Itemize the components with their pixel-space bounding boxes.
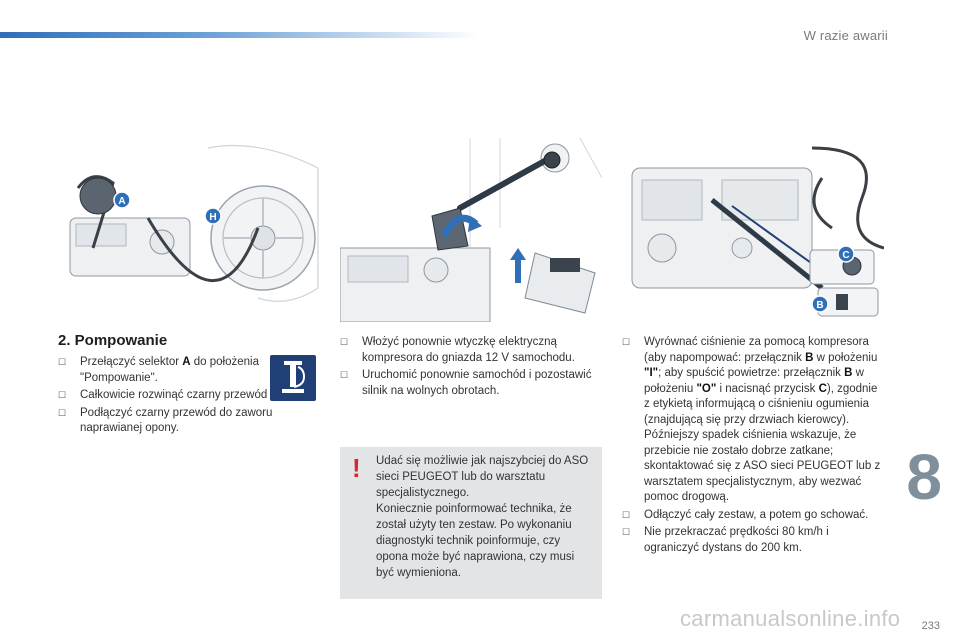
list-item [340,335,602,366]
step-text: Odłączyć cały zestaw, a potem go schować. [644,508,869,521]
position-label: "O" [696,382,717,395]
checkbox-icon: ☐ [622,527,631,537]
list-item [622,508,882,524]
step-text: Nie przekraczać prędkości 80 km/h i ograniczyć dystans do 200 km. [644,526,829,554]
checkbox-icon: ☐ [58,390,67,400]
callout-h-label: H [209,212,217,223]
step-text: do położenia "Pompowanie". [80,356,259,384]
step-text: w położeniu [813,351,878,364]
illustration-pressure-adjust [622,138,884,322]
callout-c-label: C [842,250,850,261]
inflation-steps-column-3 [622,335,882,558]
warning-box [340,447,602,599]
warning-icon: ! [352,453,361,483]
checkbox-icon: ☐ [340,337,349,347]
pressure-adjust-drawing [622,138,884,322]
warning-text [376,453,594,581]
step-text: ; aby spuścić powietrze: przełącznik [658,367,845,379]
chapter-title: W razie awarii [803,28,888,43]
selector-label: A [182,356,191,368]
step-text: w położeniu [644,367,864,395]
checkbox-icon: ☐ [340,370,349,380]
header-accent-bar [0,32,480,38]
step-text: Uruchomić ponownie samochód i pozostawić silnik na wolnych obrotach. [362,369,592,397]
checkbox-icon: ☐ [622,337,631,347]
warning-paragraph: Udać się możliwie jak najszybciej do ASO sieci PEUGEOT lub do warsztatu specjalistycznego. [376,455,589,499]
inflation-steps-column-2 [340,335,602,401]
illustration-plug-start [340,138,602,322]
switch-label: B [805,351,814,364]
warning-paragraph: Koniecznie poinformować technika, że został użyty ten zestaw. Po wykonaniu diagnostyki technik poinformuje, czy opona może być naprawiona, czy musi być wymieniona. [376,503,575,579]
callout-b-label: B [816,300,824,311]
chapter-number: 8 [906,441,942,513]
checkbox-icon: ☐ [58,407,67,418]
footer-watermark: carmanualsonline.info [680,606,901,631]
tyre-pump-icon [270,355,316,401]
list-item [622,525,882,556]
list-item [58,388,290,404]
inflation-steps-column-1 [58,355,290,439]
list-item [58,355,290,386]
step-text: ), zgodnie z etykietą informującą o ciśnieniu ogumienia (znajdującą się przy drzwiach kierowcy). Późniejszy spadek ciśnienia wskazuje, że przebicie nie zostało dobrze zatkane; skontaktować się z ASO sieci PEUGEOT lub z warsztatem specjalistycznym, aby wezwać pomoc drogową. [644,382,881,503]
compressor-hose-drawing [58,138,320,322]
list-item [340,368,602,399]
step-text: Całkowicie rozwinąć czarny przewód [80,389,271,401]
button-label: C [818,382,827,395]
step-text: Przełączyć selektor [80,356,183,368]
step-text: Wyrównać ciśnienie za pomocą kompresora (aby napompować: przełącznik [644,336,869,364]
illustration-compressor-hose [58,138,320,322]
list-item [58,406,290,437]
switch-label: B [844,367,853,379]
step-text: Podłączyć czarny przewód do zaworu naprawianej opony. [80,406,273,434]
checkbox-icon: ☐ [622,509,631,520]
callout-a-label: A [118,196,126,207]
checkbox-icon: ☐ [58,357,67,367]
list-item [622,335,882,506]
plug-start-drawing [340,138,602,322]
step-text: Włożyć ponownie wtyczkę elektryczną kompresora do gniazda 12 V samochodu. [362,336,575,364]
step-text: i nacisnąć przycisk [716,382,819,395]
section-heading: 2. Pompowanie [58,332,168,349]
position-label: "I" [644,367,659,379]
page-number: 233 [921,620,940,632]
